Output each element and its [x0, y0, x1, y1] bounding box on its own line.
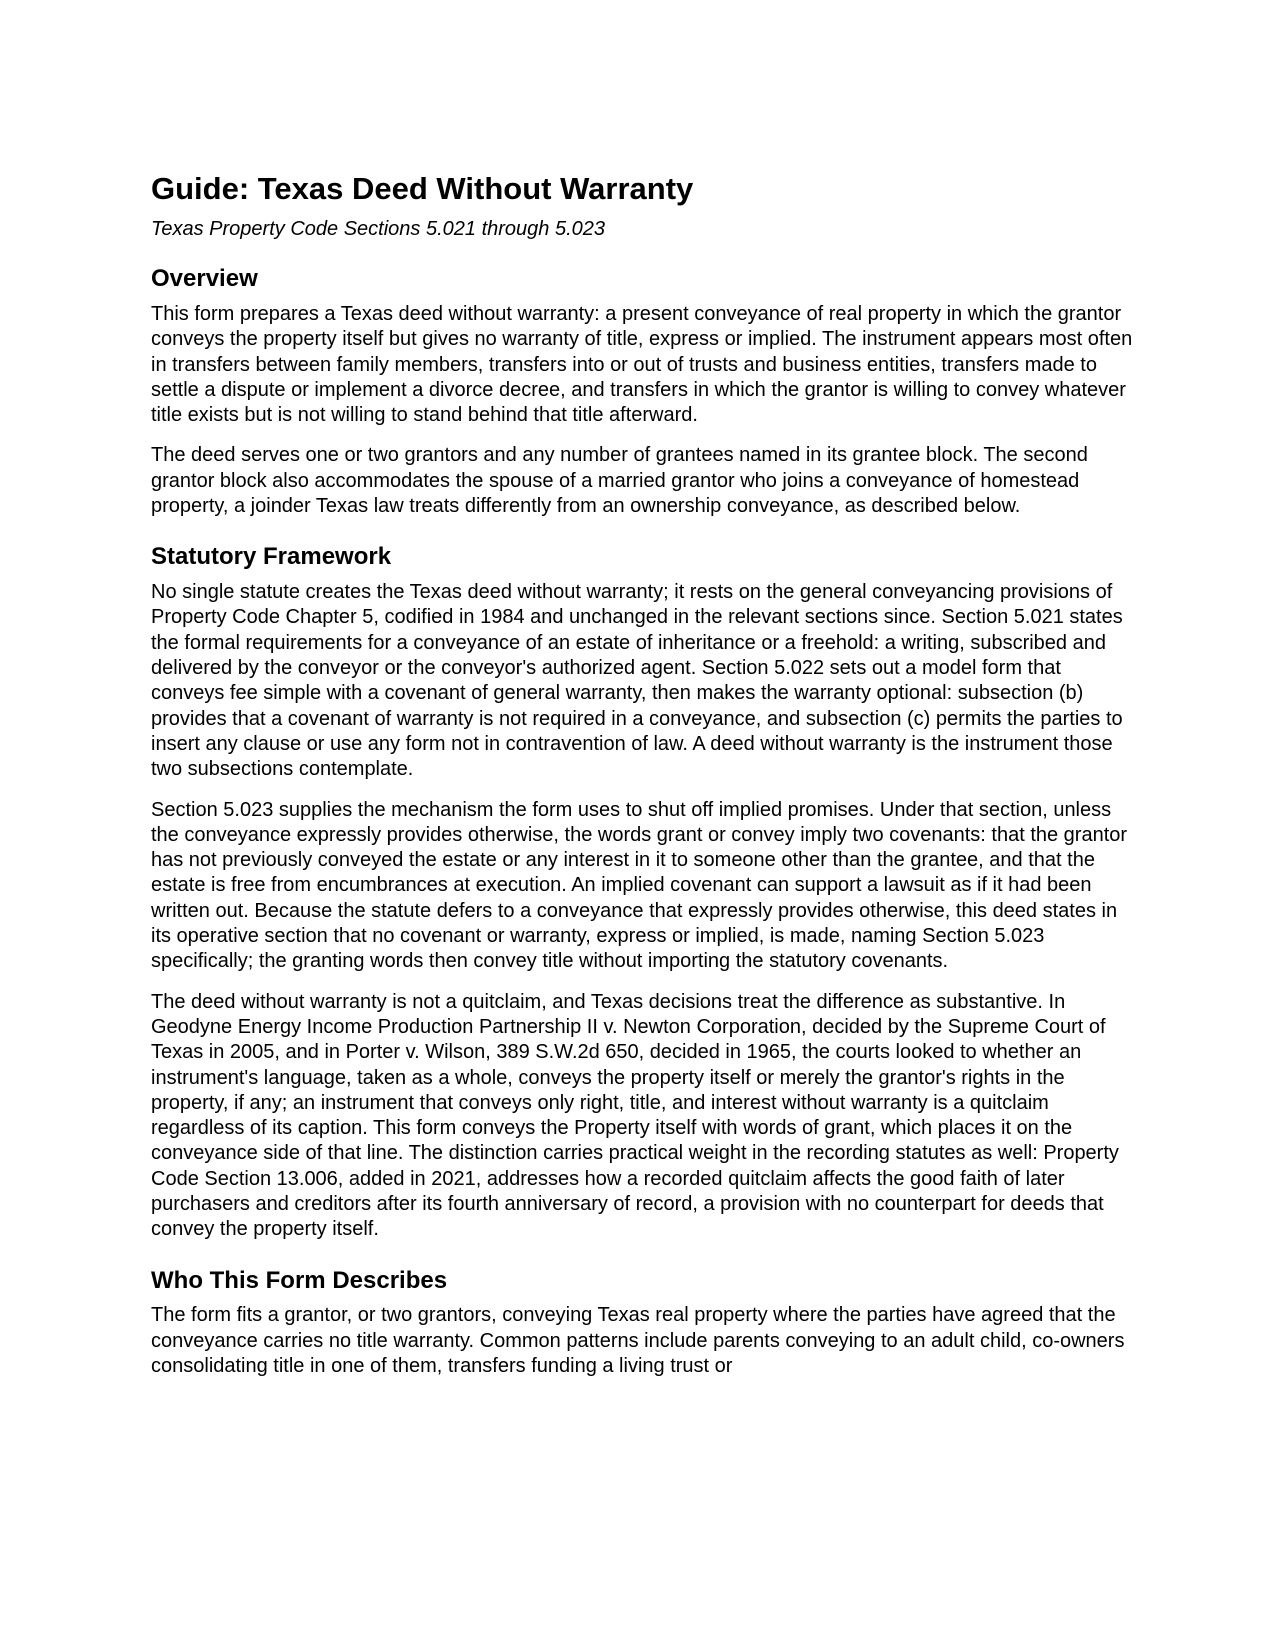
section-heading-who-this-form-describes: Who This Form Describes	[151, 1266, 448, 1294]
document-title: Guide: Texas Deed Without Warranty	[151, 171, 694, 206]
document-page	[151, 170, 1136, 1379]
paragraph: This form prepares a Texas deed without warranty: a present conveyance of real property in which the grantor conveys the property itself but gives no warranty of title, express or implied. The instrument appears most often in transfers between family members, transfers into or out of trusts and business entities, transfers made to settle a dispute or implement a divorce decree, and transfers in which the grantor is willing to convey whatever title exists but is not willing to stand behind that title afterward.	[151, 302, 1133, 427]
paragraph: The deed without warranty is not a quitclaim, and Texas decisions treat the difference as substantive. In Geodyne Energy Income Production Partnership II v. Newton Corporation, decided by the Supreme Court of Texas in 2005, and in Porter v. Wilson, 389 S.W.2d 650, decided in 1965, the courts looked to whether an instrument's language, taken as a whole, conveys the property itself or merely the grantor's rights in the property, if any; an instrument that conveys only right, title, and interest without warranty is a quitclaim regardless of its caption. This form conveys the Property itself with words of grant, which places it on the conveyance side of that line. The distinction carries practical weight in the recording statutes as well: Property Code Section 13.006, added in 2021, addresses how a recorded quitclaim affects the good faith of later purchasers and creditors after its fourth anniversary of record, a provision with no counterpart for deeds that convey the property itself.	[151, 990, 1119, 1241]
section-statutory-framework	[151, 580, 1136, 1242]
paragraph: The form fits a grantor, or two grantors, conveying Texas real property where the parties have agreed that the conveyance carries no title warranty. Common patterns include parents conveying to an adult child, co-owners consolidating title in one of them, transfers funding a living trust or	[151, 1304, 1125, 1377]
paragraph: No single statute creates the Texas deed without warranty; it rests on the general conveyancing provisions of Property Code Chapter 5, codified in 1984 and unchanged in the relevant sections since. Section 5.021 states the formal requirements for a conveyance of an estate of inheritance or a freehold: a writing, subscribed and delivered by the conveyor or the conveyor's authorized agent. Section 5.022 sets out a model form that conveys fee simple with a covenant of general warranty, then makes the warranty optional: subsection (b) provides that a covenant of warranty is not required in a conveyance, and subsection (c) permits the parties to insert any clause or use any form not in contravention of law. A deed without warranty is the instrument those two subsections contemplate.	[151, 581, 1123, 781]
section-heading-overview: Overview	[151, 265, 258, 293]
paragraph: The deed serves one or two grantors and any number of grantees named in its grantee block. The second grantor block also accommodates the spouse of a married grantor who joins a conveyance of homestead property, a joinder Texas law treats differently from an ownership conveyance, as described below.	[151, 444, 1088, 518]
section-overview	[151, 302, 1136, 519]
section-heading-statutory-framework: Statutory Framework	[151, 543, 392, 571]
document-subtitle: Texas Property Code Sections 5.021 through 5.023	[151, 218, 606, 241]
paragraph: Section 5.023 supplies the mechanism the form uses to shut off implied promises. Under that section, unless the conveyance expressly provides otherwise, the words grant or convey imply two covenants: that the grantor has not previously conveyed the estate or any interest in it to someone other than the grantee, and that the estate is free from encumbrances at execution. An implied covenant can support a lawsuit as if it had been written out. Because the statute defers to a conveyance that expressly provides otherwise, this deed states in its operative section that no covenant or warranty, express or implied, is made, naming Section 5.023 specifically; the granting words then convey title without importing the statutory covenants.	[151, 798, 1128, 973]
section-who-this-form-describes	[151, 1303, 1136, 1379]
